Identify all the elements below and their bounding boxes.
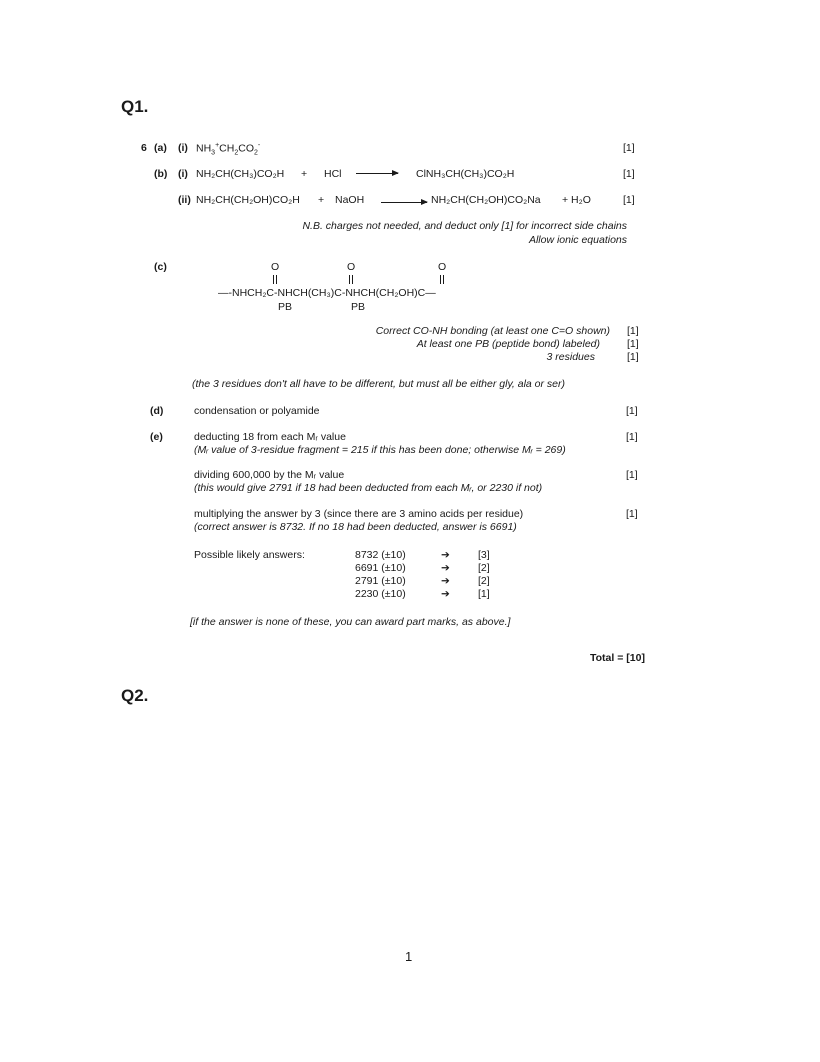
part-b-ii-plus: + [318,194,325,206]
carbonyl-oxygen: O [438,261,447,273]
double-bond [440,275,444,284]
double-bond [349,275,353,284]
part-b-ii-water: + H₂O [562,194,591,206]
part-a-sub-i: (i) [178,142,188,154]
part-e-step1: deducting 18 from each Mᵣ value [194,431,346,443]
part-e-step3-note: (correct answer is 8732. If no 18 had been deducted, answer is 6691) [194,521,517,533]
arrow-icon: ➔ [441,588,450,600]
part-e-step1-note: (Mᵣ value of 3-residue fragment = 215 if this has been done; otherwise Mᵣ = 269) [194,444,566,456]
peptide-chain: —-NHCH₂C-NHCH(CH₃)C-NHCH(CH₂OH)C— [218,287,436,299]
part-a-formula: $NH_3^+CH_2CO_2^-$ [196,142,261,157]
answer-value: 2791 (±10) [355,575,406,587]
peptide-bond-label: PB [351,301,366,313]
carbonyl-oxygen: O [271,261,280,273]
part-a-mark: [1] [623,142,635,154]
q2-heading: Q2. [121,686,149,705]
part-b-note-charges: N.B. charges not needed, and deduct only [1] for incorrect side chains [302,220,627,232]
part-b-i-reagent: HCl [324,168,342,180]
part-c-note: (the 3 residues don't all have to be different, but must all be either gly, ala or ser) [192,378,566,390]
arrow-icon: ➔ [441,549,450,561]
peptide-bond-label: PB [278,301,293,313]
part-d-text: condensation or polyamide [194,405,320,417]
question-number: 6 [141,142,147,154]
part-e-label: (e) [150,431,163,443]
page-number: 1 [405,949,413,964]
double-bond [273,275,277,284]
criterion-text: 3 residues [546,351,595,363]
part-b-i-plus: + [301,168,308,180]
part-e-step3-mark: [1] [626,508,638,520]
answer-mark: [2] [478,575,490,587]
answer-mark: [2] [478,562,490,574]
answer-value: 2230 (±10) [355,588,406,600]
criterion-mark: [1] [627,351,639,363]
part-b-ii-mark: [1] [623,194,635,206]
part-e-step2-mark: [1] [626,469,638,481]
part-b-ii-reagent: NaOH [335,194,365,206]
criterion-text: At least one PB (peptide bond) labeled) [416,338,600,350]
answer-value: 6691 (±10) [355,562,406,574]
part-b-sub-ii: (ii) [178,194,191,206]
part-e-step2: dividing 600,000 by the Mᵣ value [194,469,345,481]
answers-label: Possible likely answers: [194,549,305,561]
answer-value: 8732 (±10) [355,549,406,561]
part-b-ii-left: NH₂CH(CH₂OH)CO₂H [196,194,300,206]
part-b-i-mark: [1] [623,168,635,180]
part-b-ii-product: NH₂CH(CH₂OH)CO₂Na [431,194,541,206]
answer-mark: [3] [478,549,490,561]
criterion-mark: [1] [627,325,639,337]
arrow-icon: ➔ [441,562,450,574]
part-b-sub-i: (i) [178,168,188,180]
part-e-step1-mark: [1] [626,431,638,443]
part-b-label: (b) [154,168,168,180]
part-d-mark: [1] [626,405,638,417]
part-c-label: (c) [154,261,167,273]
reaction-arrow [356,173,398,174]
part-e-step3: multiplying the answer by 3 (since there are 3 amino acids per residue) [194,508,524,520]
reaction-arrow [381,202,427,203]
q1-heading: Q1. [121,97,149,116]
part-d-label: (d) [150,405,164,417]
part-e-step2-note: (this would give 2791 if 18 had been deducted from each Mᵣ, or 2230 if not) [194,482,543,494]
part-e-final-note: [if the answer is none of these, you can award part marks, as above.] [190,616,511,628]
part-b-note-ionic: Allow ionic equations [528,234,627,246]
answer-mark: [1] [478,588,490,600]
arrow-icon: ➔ [441,575,450,587]
part-a-label: (a) [154,142,167,154]
part-b-i-left: NH₂CH(CH₃)CO₂H [196,168,285,180]
criterion-text: Correct CO-NH bonding (at least one C=O shown) [375,325,610,337]
carbonyl-oxygen: O [347,261,356,273]
total-marks: Total = [10] [590,652,645,664]
part-b-i-product: ClNH₃CH(CH₃)CO₂H [416,168,515,180]
criterion-mark: [1] [627,338,639,350]
